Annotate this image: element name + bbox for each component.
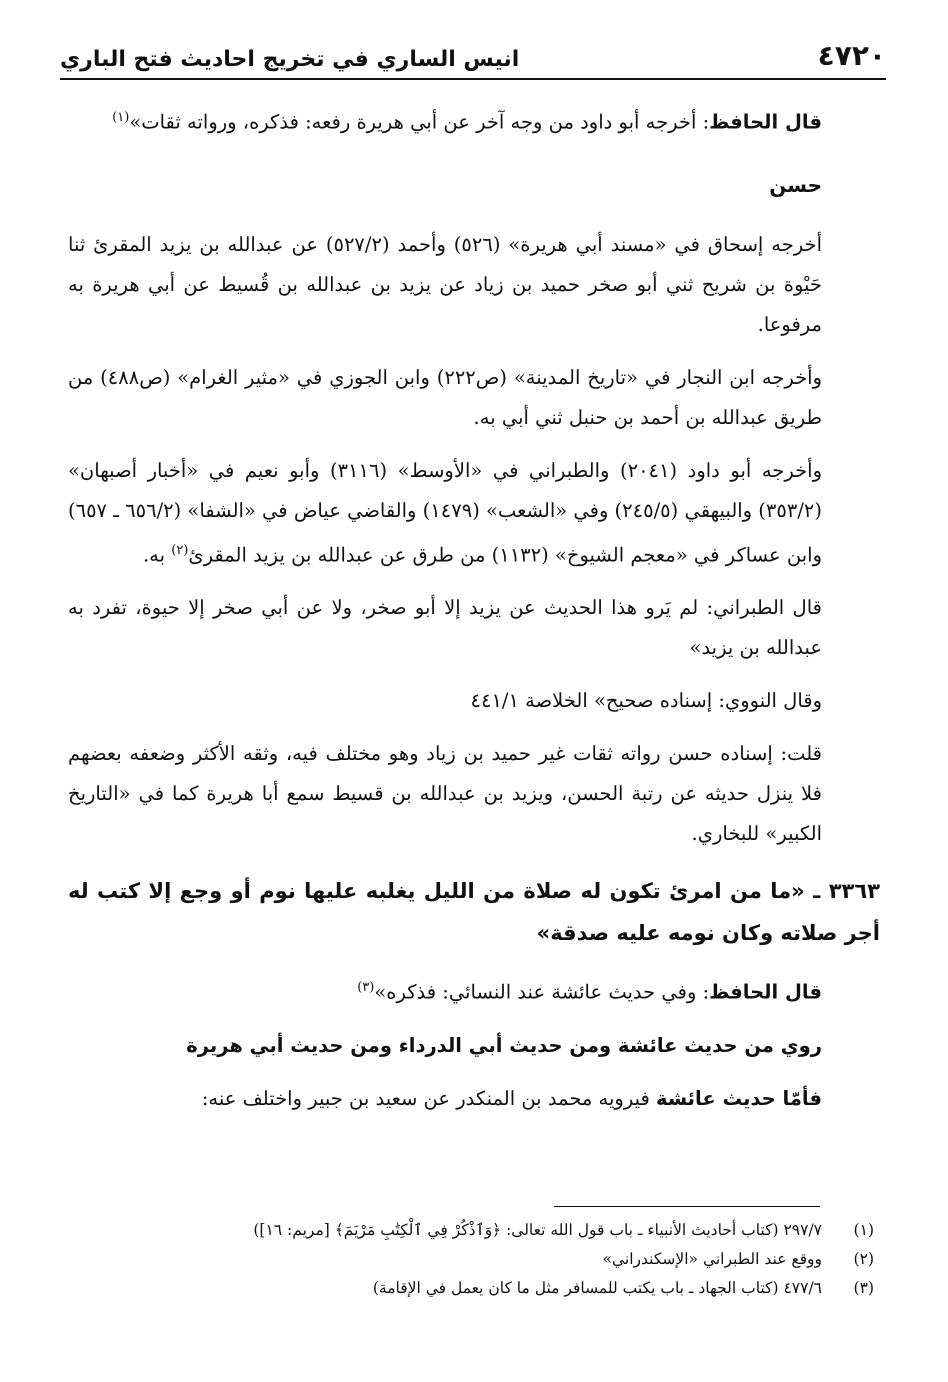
takhrij-text: وأخرجه أبو داود (٢٠٤١) والطبراني في «الأوسط» (٣١١٦) وأبو نعيم في «أخبار أصبهان» (٣٥٣/٢) والبيهقي (٢٤٥/٥) وفي «الشعب» (١٤٧٩) والقاضي عياض في «الشفا» (٦٥٦/٢ ـ ٦٥٧) وابن عساكر في «معجم الشيوخ» (١١٣٢) من طرق عن عبدالله بن يزيد المقرئ [68, 458, 822, 566]
footnote-number: (٣) [853, 1279, 874, 1297]
hafiz-label: قال الحافظ [709, 980, 822, 1004]
hafiz-quote-text: : أخرجه أبو داود من وجه آخر عن أبي هريرة رفعه: فذكره، ورواته ثقات» [129, 110, 710, 134]
page-number: ٤٧٢٠ [817, 39, 886, 72]
footnote-text: ووقع عند الطبراني «الإسكندراني» [602, 1250, 822, 1268]
footnote-ref: (٣) [357, 980, 375, 995]
running-title: انيس الساري في تخريج احاديث فتح الباري [60, 47, 520, 72]
takhrij-end: به. [142, 543, 172, 566]
paragraph-tabarani: قال الطبراني: لم يَرو هذا الحديث عن يزيد إلا أبو صخر، ولا عن أبي صخر إلا حيوة، تفرد به عبدالله بن يزيد» [68, 596, 822, 659]
footnote-number: (٢) [853, 1250, 874, 1268]
footnote-ref: (١) [112, 110, 130, 125]
hadith-text: ٣٣٦٣ ـ «ما من امرئ تكون له صلاة من الليل يغلبه عليها نوم أو وجع إلا كتب له أجر صلاته وكان نومه عليه صدقة» [68, 879, 880, 945]
paragraph-aisha-route [68, 1079, 822, 1119]
paragraph-takhrij-3 [68, 451, 822, 576]
footnote-item [68, 1216, 874, 1245]
footnote-number: (١) [853, 1221, 874, 1239]
footnote-rule [554, 1206, 820, 1207]
footnote-ref: (٢) [171, 542, 189, 558]
paragraph-hafiz-quote-2 [68, 968, 822, 1013]
aisha-route-text: فيرويه محمد بن المنكدر عن سعيد بن جبير واختلف عنه: [201, 1086, 657, 1110]
footnote-text: ٢٩٧/٧ (كتاب أحاديث الأنبياء ـ باب قول الله تعالى: ﴿وَٱذْكُرْ فِي ٱلْكِتَٰبِ مَرْيَمَ﴾ [مريم: ١٦]) [253, 1221, 822, 1239]
footnote-item [68, 1245, 874, 1274]
paragraph-author-comment: قلت: إسناده حسن رواته ثقات غير حميد بن زياد وهو مختلف فيه، وثقه الأكثر وضعفه بعضهم فلا ينزل حديثه عن رتبة الحسن، ويزيد بن عبدالله بن قسيط سمع أبا هريرة كما في «التاريخ الكبير» للبخاري. [68, 742, 822, 845]
paragraph-takhrij-2: وأخرجه ابن النجار في «تاريخ المدينة» (ص٢٢٢) وابن الجوزي في «مثير الغرام» (ص٤٨٨) من طريق عبدالله بن أحمد بن حنبل ثني أبي به. [68, 365, 823, 429]
paragraph-narrations: روي من حديث عائشة ومن حديث أبي الدرداء ومن حديث أبي هريرة [186, 1033, 822, 1057]
footnote-item [68, 1274, 874, 1303]
hafiz-label: قال الحافظ [709, 110, 822, 134]
hafiz-quote-text: : وفي حديث عائشة عند النسائي: فذكره» [374, 980, 710, 1004]
paragraph-nawawi: وقال النووي: إسناده صحيح» الخلاصة ٤٤١/١ [470, 689, 822, 712]
grade-heading: حسن [769, 172, 822, 197]
footnotes [68, 1216, 874, 1303]
paragraph-hafiz-quote-1 [68, 98, 822, 143]
aisha-label: فأمّا حديث عائشة [656, 1086, 822, 1110]
main-text [68, 98, 880, 1132]
header-rule [60, 78, 886, 80]
page-header [60, 32, 886, 72]
footnote-text: ٤٧٧/٦ (كتاب الجهاد ـ باب يكتب للمسافر مثل ما كان يعمل في الإقامة) [372, 1279, 822, 1297]
paragraph-takhrij-1: أخرجه إسحاق في «مسند أبي هريرة» (٥٢٦) وأحمد (٥٢٧/٢) عن عبدالله بن يزيد المقرئ ثنا حَيْوة بن شريح ثني أبو صخر حميد بن زياد عن يزيد بن عبدالله بن قُسيط عن أبي هريرة به مرفوعا. [68, 232, 822, 336]
